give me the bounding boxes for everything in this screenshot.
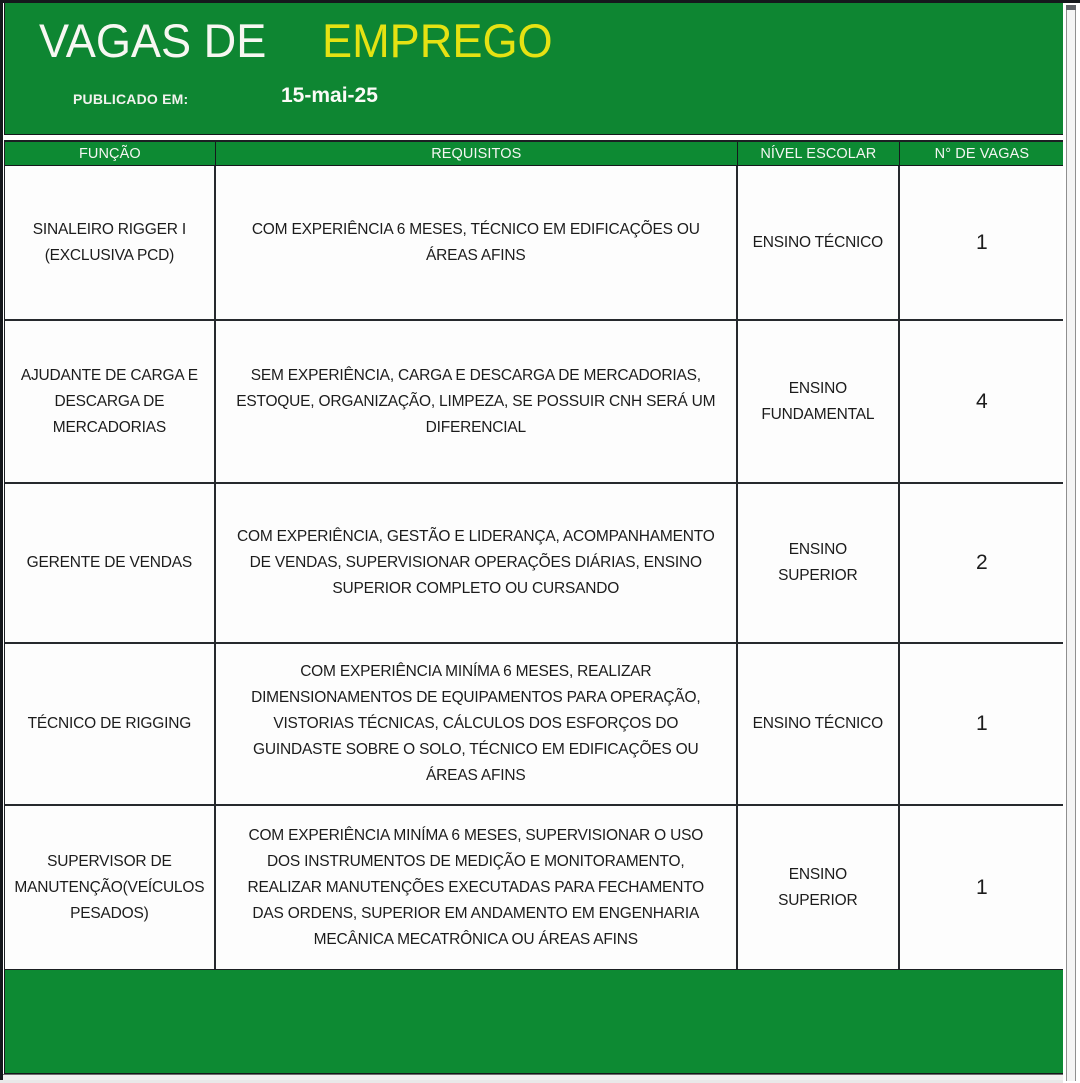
horizontal-scrollbar-edge[interactable]	[3, 1074, 1069, 1080]
header-banner	[4, 3, 1065, 135]
vertical-scrollbar[interactable]	[1063, 3, 1080, 1083]
n-de-vagas-cell: 4	[976, 389, 988, 413]
requisitos-cell: COM EXPERIÊNCIA 6 MESES, TÉCNICO EM EDIFICAÇÕES OU ÁREAS AFINS	[216, 166, 738, 319]
table-row	[5, 321, 1064, 484]
requisitos-cell: COM EXPERIÊNCIA MINÍMA 6 MESES, SUPERVISIONAR O USO DOS INSTRUMENTOS DE MEDIÇÃO E MONITORAMENTO, REALIZAR MANUTENÇÕES EXECUTADAS PARA FECHAMENTO DAS ORDENS, SUPERIOR EM ANDAMENTO EM ENGENHARIA MECÂNICA MECATRÔNICA OU ÁREAS AFINS	[216, 806, 738, 969]
requisitos-cell: SEM EXPERIÊNCIA, CARGA E DESCARGA DE MERCADORIAS, ESTOQUE, ORGANIZAÇÃO, LIMPEZA, SE POSSUIR CNH SERÁ UM DIFERENCIAL	[216, 321, 738, 482]
funcao-cell: AJUDANTE DE CARGA E DESCARGA DE MERCADORIAS	[5, 321, 216, 482]
n-de-vagas-cell: 1	[976, 712, 988, 735]
table-row	[5, 644, 1064, 806]
funcao-cell: SUPERVISOR DE MANUTENÇÃO(VEÍCULOS PESADOS)	[5, 806, 216, 969]
n-de-vagas-cell: 2	[976, 551, 988, 574]
scrollbar-track[interactable]	[1066, 5, 1076, 1081]
nivel-escolar-cell: ENSINO TÉCNICO	[738, 166, 900, 319]
title-emprego: EMPREGO	[321, 14, 553, 67]
funcao-cell: SINALEIRO RIGGER I (EXCLUSIVA PCD)	[5, 166, 216, 319]
poster-content	[4, 3, 1065, 1074]
n-de-vagas-cell: 1	[976, 875, 988, 899]
n-de-vagas-cell: 1	[976, 230, 988, 254]
table-row	[5, 806, 1064, 969]
nivel-escolar-cell: ENSINO FUNDAMENTAL	[738, 321, 900, 482]
table-row	[5, 484, 1064, 644]
funcao-cell: GERENTE DE VENDAS	[5, 484, 216, 642]
nivel-escolar-cell: ENSINO TÉCNICO	[738, 644, 900, 804]
page-title	[39, 13, 562, 68]
requisitos-cell: COM EXPERIÊNCIA MINÍMA 6 MESES, REALIZAR DIMENSIONAMENTOS DE EQUIPAMENTOS PARA OPERAÇÃO, VISTORIAS TÉCNICAS, CÁLCULOS DOS ESFORÇOS DO GUINDASTE SOBRE O SOLO, TÉCNICO EM EDIFICAÇÕES OU ÁREAS AFINS	[216, 644, 738, 804]
footer-band	[4, 970, 1065, 1074]
nivel-escolar-cell: ENSINO SUPERIOR	[738, 806, 900, 969]
table-header-row	[5, 142, 1064, 166]
column-header-funcao: FUNÇÃO	[5, 142, 216, 165]
column-header-n-de-vagas: N° DE VAGAS	[934, 145, 1030, 162]
requisitos-cell: COM EXPERIÊNCIA, GESTÃO E LIDERANÇA, ACOMPANHAMENTO DE VENDAS, SUPERVISIONAR OPERAÇÕES DIÁRIAS, ENSINO SUPERIOR COMPLETO OU CURSANDO	[216, 484, 738, 642]
column-header-nivel-escolar: NÍVEL ESCOLAR	[738, 142, 900, 165]
nivel-escolar-cell: ENSINO SUPERIOR	[738, 484, 900, 642]
jobs-table	[4, 140, 1065, 970]
column-header-requisitos: REQUISITOS	[216, 142, 738, 165]
funcao-cell: TÉCNICO DE RIGGING	[5, 644, 216, 804]
scrollbar-thumb[interactable]	[1066, 5, 1076, 10]
published-date: 15-mai-25	[281, 84, 378, 107]
table-row	[5, 166, 1064, 321]
published-label: PUBLICADO EM:	[73, 91, 189, 107]
title-vagas-de: VAGAS DE	[39, 14, 267, 67]
